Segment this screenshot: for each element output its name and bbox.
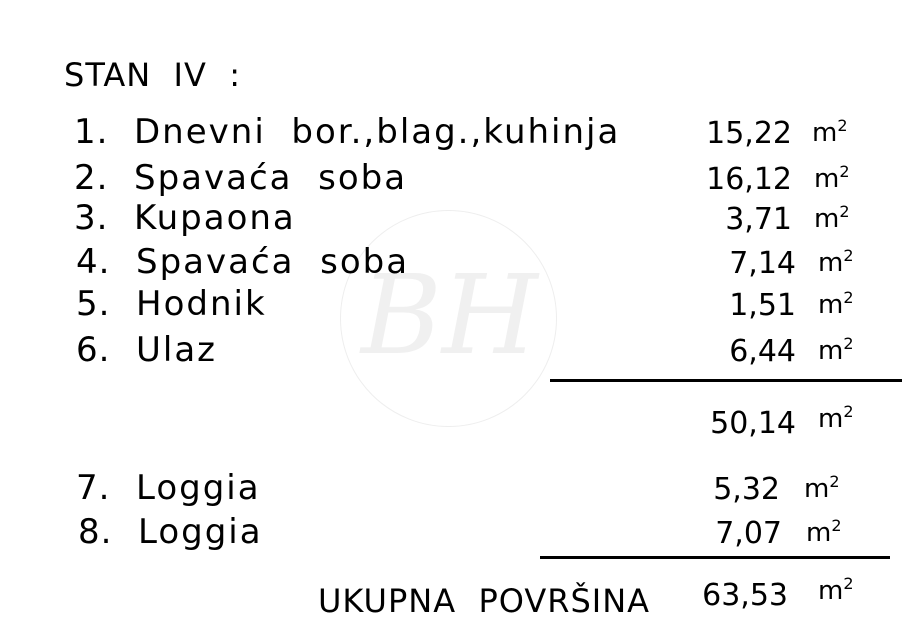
subtotal-divider — [550, 379, 902, 382]
item-unit: $m^2$ — [814, 202, 850, 234]
item-area: 7,14 — [729, 246, 796, 281]
item-unit: $m^2$ — [818, 246, 854, 278]
item-area: 5,32 — [713, 472, 780, 507]
total-divider — [540, 556, 890, 559]
item-number: 5. — [76, 284, 111, 324]
item-unit: $m^2$ — [814, 162, 850, 194]
item-name: Ulaz — [136, 330, 218, 370]
item-area: 15,22 — [706, 116, 792, 151]
item-number: 6. — [76, 330, 111, 370]
item-number: 7. — [76, 468, 111, 508]
item-unit: $m^2$ — [806, 516, 842, 548]
list-item — [0, 468, 920, 508]
item-name: Spavaća soba — [136, 242, 410, 282]
item-number: 3. — [74, 198, 109, 238]
total-area: 63,53 — [702, 578, 788, 613]
item-name: Loggia — [138, 512, 263, 552]
subtotal-row — [0, 402, 920, 442]
list-item — [0, 158, 920, 198]
item-area: 7,07 — [715, 516, 782, 551]
list-item — [0, 242, 920, 282]
item-name: Dnevni bor.,blag.,kuhinja — [134, 112, 621, 152]
item-name: Hodnik — [136, 284, 267, 324]
page-title: STAN IV : — [64, 56, 241, 94]
item-area: 16,12 — [706, 162, 792, 197]
total-row — [0, 576, 920, 616]
item-unit: $m^2$ — [812, 116, 848, 148]
item-area: 1,51 — [729, 288, 796, 323]
watermark-text: BH — [361, 251, 538, 379]
item-number: 1. — [74, 112, 109, 152]
subtotal-area: 50,14 — [710, 406, 796, 441]
item-name: Kupaona — [134, 198, 296, 238]
list-item — [0, 284, 920, 324]
total-label: UKUPNA POVRŠINA — [318, 582, 651, 620]
item-number: 4. — [76, 242, 111, 282]
list-item — [0, 512, 920, 552]
item-unit: $m^2$ — [818, 334, 854, 366]
total-unit: $m^2$ — [818, 574, 854, 606]
item-name: Spavaća soba — [134, 158, 408, 198]
item-area: 6,44 — [729, 334, 796, 369]
item-unit: $m^2$ — [818, 288, 854, 320]
list-item — [0, 198, 920, 238]
item-name: Loggia — [136, 468, 261, 508]
list-item — [0, 330, 920, 370]
item-area: 3,71 — [725, 202, 792, 237]
subtotal-unit: $m^2$ — [818, 402, 854, 434]
item-number: 8. — [78, 512, 113, 552]
item-number: 2. — [74, 158, 109, 198]
item-unit: $m^2$ — [804, 472, 840, 504]
list-item — [0, 112, 920, 152]
